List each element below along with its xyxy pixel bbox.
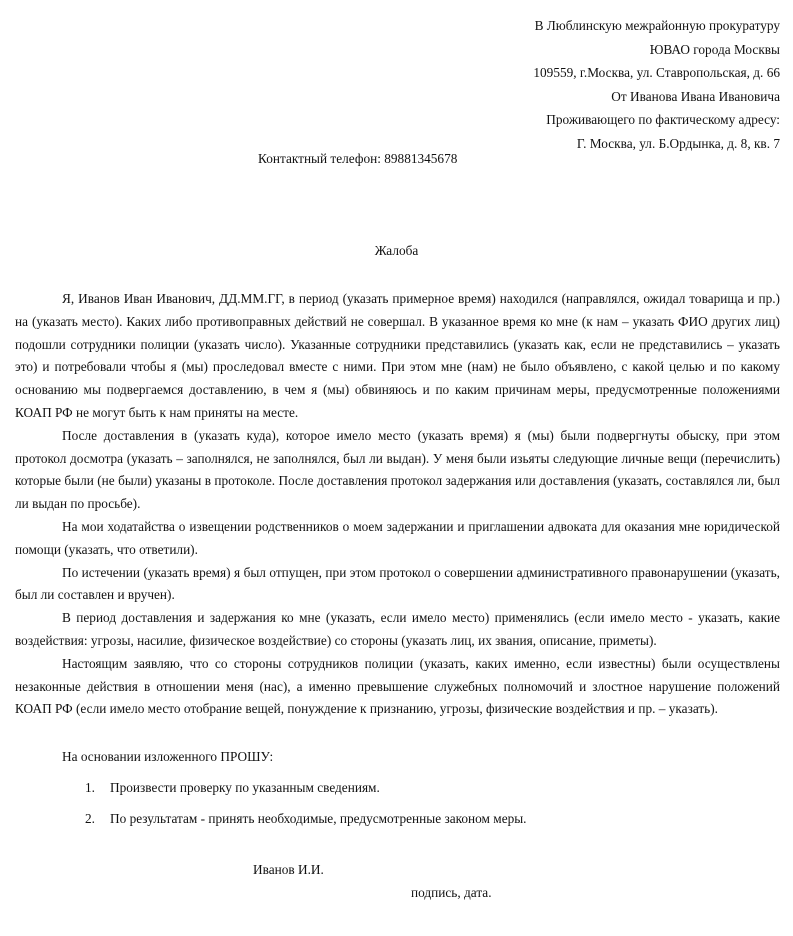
document-title: Жалоба	[374, 243, 419, 258]
body-paragraph: На мои ходатайства о извещении родственников о моем задержании и приглашении адвоката для оказания мне юридической помощи (указать, что ответили).	[15, 518, 780, 557]
request-list	[85, 780, 527, 842]
addressee-line: 109559, г.Москва, ул. Ставропольская, д. 66	[533, 65, 780, 80]
body-paragraph: В период доставления и задержания ко мне (указать, если имело место) применялись (если имело место - указать, какие воздействия: угрозы, насилие, физическое воздействие) со стороны (указать лиц, их звания, описание, приметы).	[15, 610, 780, 648]
signature-name: Иванов И.И.	[253, 862, 324, 877]
body-paragraph: После доставления в (указать куда), которое имело место (указать время) я (мы) были подвергнуты обыску, при этом протокол досмотра (указать – заполнялся, не заполнялся, был ли выдан). У меня были изьяты следующие личные вещи (перечислить) которые были (не были) указаны в протоколе. После доставления протокол задержания или доставления (указать, составлялся ли, был ли выдан по просьбе).	[15, 427, 780, 512]
sender-address-label: Проживающего по фактическому адресу:	[546, 112, 780, 127]
list-item-number: 1.	[85, 780, 95, 795]
list-item-text: Произвести проверку по указанным сведениям.	[110, 780, 380, 795]
complaint-body	[15, 288, 780, 721]
body-paragraph: Я, Иванов Иван Иванович, ДД.ММ.ГГ, в период (указать примерное время) находился (направлялся, ожидал товарища и пр.) на (указать место). Каких либо противоправных действий не совершал. В указанное время ко мне (к нам – указать ФИО других лиц) подошли сотрудники полиции (указать число). Указанные сотрудники представились (указать как, если не представились – указать это) и потребовали чтобы я (мы) проследовал вместе с ними. При этом мне (нам) не было объявлено, с какой целью и по какому основанию мы подвергаемся доставлению, в чем я (мы) обвиняюсь и по каким причинам меры, предусмотренные положениями КОАП РФ не могут быть к нам приняты на месте.	[15, 291, 780, 420]
list-item-text: По результатам - принять необходимые, предусмотренные законом меры.	[110, 811, 527, 826]
list-item	[85, 780, 527, 811]
sender-address: Г. Москва, ул. Б.Ордынка, д. 8, кв. 7	[576, 135, 780, 151]
body-paragraph: Настоящим заявляю, что со стороны сотрудников полиции (указать, каких именно, если известны) были осуществлены незаконные действия в отношении меня (нас), а именно превышение служебных полномочий и злостное нарушение положений КОАП РФ (если имело место отобрание вещей, понуждение к признанию, угрозы, физические воздействия и пр. – указать).	[15, 655, 780, 717]
addressee-line: ЮВАО города Москвы	[649, 41, 780, 57]
list-item	[85, 811, 527, 842]
addressee-line: В Люблинскую межрайонную прокуратуру	[534, 18, 780, 33]
body-paragraph: По истечении (указать время) я был отпущен, при этом протокол о совершении административного правонарушении (указать, был ли составлен и вручен).	[15, 564, 780, 603]
contact-phone: Контактный телефон: 89881345678	[258, 151, 458, 166]
list-item-number: 2.	[85, 811, 95, 826]
signature-caption: подпись, дата.	[411, 885, 492, 900]
addressee-block	[533, 14, 780, 155]
sender-line: От Иванова Ивана Ивановича	[611, 88, 780, 104]
request-intro: На основании изложенного ПРОШУ:	[62, 749, 274, 764]
